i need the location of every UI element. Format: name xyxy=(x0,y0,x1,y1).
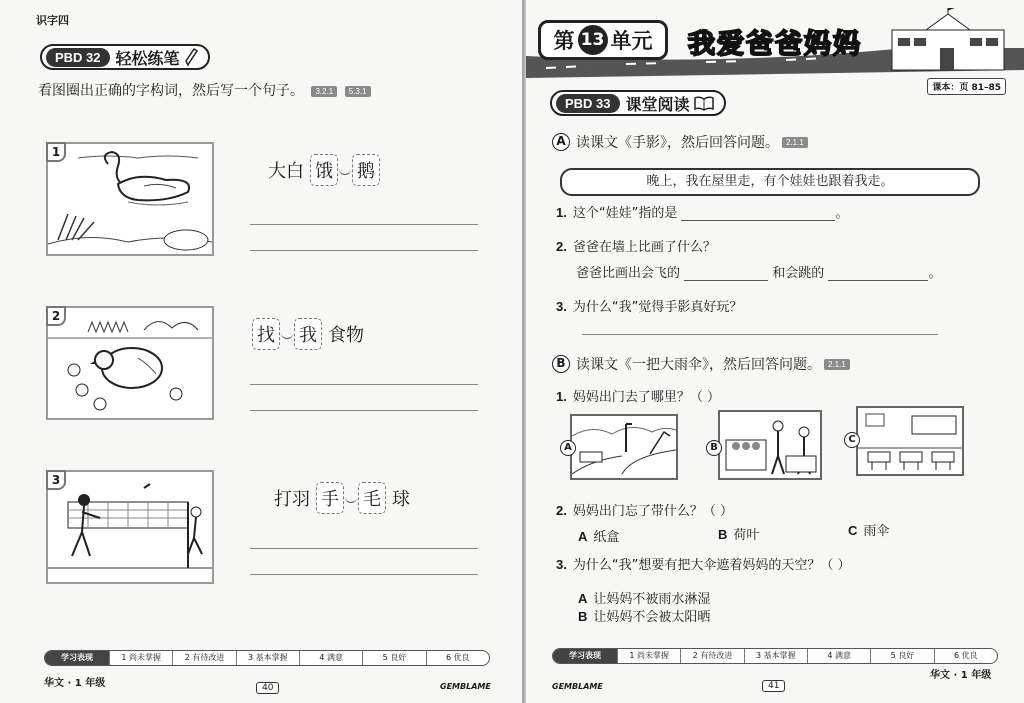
word-option[interactable]: 鹅 xyxy=(352,154,380,186)
answer-blank[interactable] xyxy=(828,267,928,281)
badminton-illustration xyxy=(48,472,212,582)
question-number: 2. xyxy=(556,503,567,518)
writing-line[interactable] xyxy=(250,384,478,385)
question-number: 1. xyxy=(556,389,567,404)
option-letter: A xyxy=(578,591,588,606)
performance-bar xyxy=(44,650,490,666)
code-badge: 2.1.1 xyxy=(782,137,808,148)
answer-prompt: 爸爸比画出会飞的 xyxy=(576,266,681,281)
question-a2 xyxy=(556,236,716,255)
option-text: 让妈妈不被雨水淋湿 xyxy=(593,592,711,607)
question-b3 xyxy=(556,554,850,573)
unit-title: 我爱爸爸妈妈 xyxy=(688,29,862,60)
option-letter: C xyxy=(848,523,858,538)
word-option[interactable]: 找 xyxy=(252,318,280,350)
swan-illustration xyxy=(48,144,212,254)
answer-blank[interactable] xyxy=(681,207,835,221)
picture-hen-chicks xyxy=(46,306,214,420)
brand-logo: GEMBLAME xyxy=(552,682,603,691)
part-b-heading xyxy=(552,354,850,374)
option-b2-b[interactable] xyxy=(718,524,759,543)
writing-line[interactable] xyxy=(250,250,478,251)
option-b3-b[interactable] xyxy=(578,606,710,625)
level-3[interactable]: 3 基本掌握 xyxy=(744,649,807,663)
level-5[interactable]: 5 良好 xyxy=(362,651,425,665)
writing-line[interactable] xyxy=(250,410,478,411)
classroom-illustration xyxy=(858,408,962,474)
writing-line[interactable] xyxy=(250,224,478,225)
option-letter: B xyxy=(706,440,722,456)
connector xyxy=(345,493,357,503)
book-icon xyxy=(694,95,714,111)
word-choice-3 xyxy=(268,482,416,514)
level-6[interactable]: 6 优良 xyxy=(426,651,489,665)
hen-illustration xyxy=(48,308,212,418)
level-2[interactable]: 2 有待改进 xyxy=(172,651,235,665)
writing-line[interactable] xyxy=(582,334,938,335)
code-badge: 3.2.1 xyxy=(311,86,337,97)
page-number: 40 xyxy=(256,682,279,694)
word-choice-2 xyxy=(252,318,370,350)
unit-number: 13 xyxy=(578,25,608,55)
word: 食物 xyxy=(328,325,364,346)
word-option[interactable]: 毛 xyxy=(358,482,386,514)
level-4[interactable]: 4 满意 xyxy=(299,651,362,665)
option-letter: B xyxy=(578,609,588,624)
option-text: 荷叶 xyxy=(733,528,760,543)
option-b2-c[interactable] xyxy=(848,520,889,539)
footer-grade: 华文 · 1 年级 xyxy=(44,678,106,689)
word-option[interactable]: 手 xyxy=(316,482,344,514)
question-text: 妈妈出门忘了带什么？（ ） xyxy=(572,504,733,519)
right-page xyxy=(526,0,1024,703)
question-text: 为什么“我”觉得手影真好玩？ xyxy=(572,300,743,315)
punctuation: 。 xyxy=(928,266,942,281)
question-number: 3. xyxy=(556,557,567,572)
instruction xyxy=(38,80,371,100)
question-a3 xyxy=(556,296,742,315)
passage-box: 晚上，我在屋里走，有个娃娃也跟着我走。 xyxy=(560,168,980,196)
section-title: 课堂阅读 xyxy=(625,94,690,114)
pbd-badge: PBD 33 xyxy=(556,94,620,113)
word: 大白 xyxy=(268,161,304,182)
level-1[interactable]: 1 尚未掌握 xyxy=(617,649,680,663)
question-a1 xyxy=(556,202,848,221)
option-b3-a[interactable] xyxy=(578,588,710,607)
section-title: 轻松练笔 xyxy=(115,48,180,68)
level-3[interactable]: 3 基本掌握 xyxy=(236,651,299,665)
textbook-reference: 课本：页 81–85 xyxy=(927,78,1006,95)
option-letter: C xyxy=(844,432,860,448)
page-number: 41 xyxy=(762,680,785,692)
connector xyxy=(339,165,351,175)
unit-suffix: 单元 xyxy=(610,29,653,53)
code-badge: 2.1.1 xyxy=(824,359,850,370)
question-text: 为什么“我”想要有把大伞遮着妈妈的天空？（ ） xyxy=(572,558,851,573)
footer-grade: 华文 · 1 年级 xyxy=(930,670,992,681)
question-a2-answer xyxy=(576,262,941,281)
level-1[interactable]: 1 尚未掌握 xyxy=(109,651,172,665)
corner-tag: 识字四 xyxy=(36,14,69,27)
question-b1 xyxy=(556,386,720,405)
level-5[interactable]: 5 良好 xyxy=(870,649,933,663)
question-number: 3. xyxy=(556,299,567,314)
exercise-number: 3 xyxy=(46,470,66,490)
question-text: 爸爸在墙上比画了什么？ xyxy=(572,240,716,255)
level-4[interactable]: 4 满意 xyxy=(807,649,870,663)
option-text: 让妈妈不会被太阳晒 xyxy=(593,610,711,625)
option-picture-market[interactable] xyxy=(718,410,822,480)
option-letter: A xyxy=(560,440,576,456)
word-choice-1 xyxy=(262,154,380,186)
word: 球 xyxy=(392,489,410,510)
word-option[interactable]: 饿 xyxy=(310,154,338,186)
exercise-number: 1 xyxy=(46,142,66,162)
unit-header xyxy=(526,8,1024,78)
performance-label: 学习表现 xyxy=(45,651,109,665)
instruction-text: 看图圈出正确的字构词，然后写一个句子。 xyxy=(38,83,304,99)
word-option[interactable]: 我 xyxy=(294,318,322,350)
picture-badminton xyxy=(46,470,214,584)
option-text: 纸盒 xyxy=(593,530,620,545)
part-a-instruction: 读课文《手影》，然后回答问题。 xyxy=(576,135,779,151)
level-6[interactable]: 6 优良 xyxy=(934,649,997,663)
pencil-icon xyxy=(184,47,198,67)
writing-line[interactable] xyxy=(250,574,478,575)
connector xyxy=(281,329,293,339)
answer-prompt: 和会跳的 xyxy=(772,266,825,281)
unit-prefix: 第 xyxy=(553,29,575,53)
option-text: 雨伞 xyxy=(863,524,890,539)
unit-badge xyxy=(538,20,668,60)
level-2[interactable]: 2 有待改进 xyxy=(680,649,743,663)
option-picture-park[interactable] xyxy=(570,414,678,480)
option-picture-classroom[interactable] xyxy=(856,406,964,476)
part-letter: A xyxy=(552,133,570,151)
picture-swan xyxy=(46,142,214,256)
writing-line[interactable] xyxy=(250,548,478,549)
performance-label: 学习表现 xyxy=(553,649,617,663)
park-illustration xyxy=(572,416,676,478)
market-illustration xyxy=(720,412,820,478)
part-b-instruction: 读课文《一把大雨伞》，然后回答问题。 xyxy=(576,357,821,373)
question-text: 妈妈出门去了哪里？（ ） xyxy=(572,390,720,405)
question-b2 xyxy=(556,500,733,519)
option-letter: B xyxy=(718,527,728,542)
option-b2-a[interactable] xyxy=(578,526,619,545)
question-number: 1. xyxy=(556,205,567,220)
question-number: 2. xyxy=(556,239,567,254)
pbd-badge: PBD 32 xyxy=(46,48,110,67)
part-a-heading xyxy=(552,132,808,152)
exercise-number: 2 xyxy=(46,306,66,326)
performance-bar xyxy=(552,648,998,664)
punctuation: 。 xyxy=(835,206,849,221)
word: 打羽 xyxy=(274,489,310,510)
section-header-pbd32 xyxy=(40,44,210,70)
answer-blank[interactable] xyxy=(684,267,768,281)
question-text: 这个“娃娃”指的是 xyxy=(572,206,678,221)
code-badge: 5.3.1 xyxy=(345,86,371,97)
option-letter: A xyxy=(578,529,588,544)
section-header-pbd33 xyxy=(550,90,726,116)
part-letter: B xyxy=(552,355,570,373)
brand-logo: GEMBLAME xyxy=(440,682,491,691)
